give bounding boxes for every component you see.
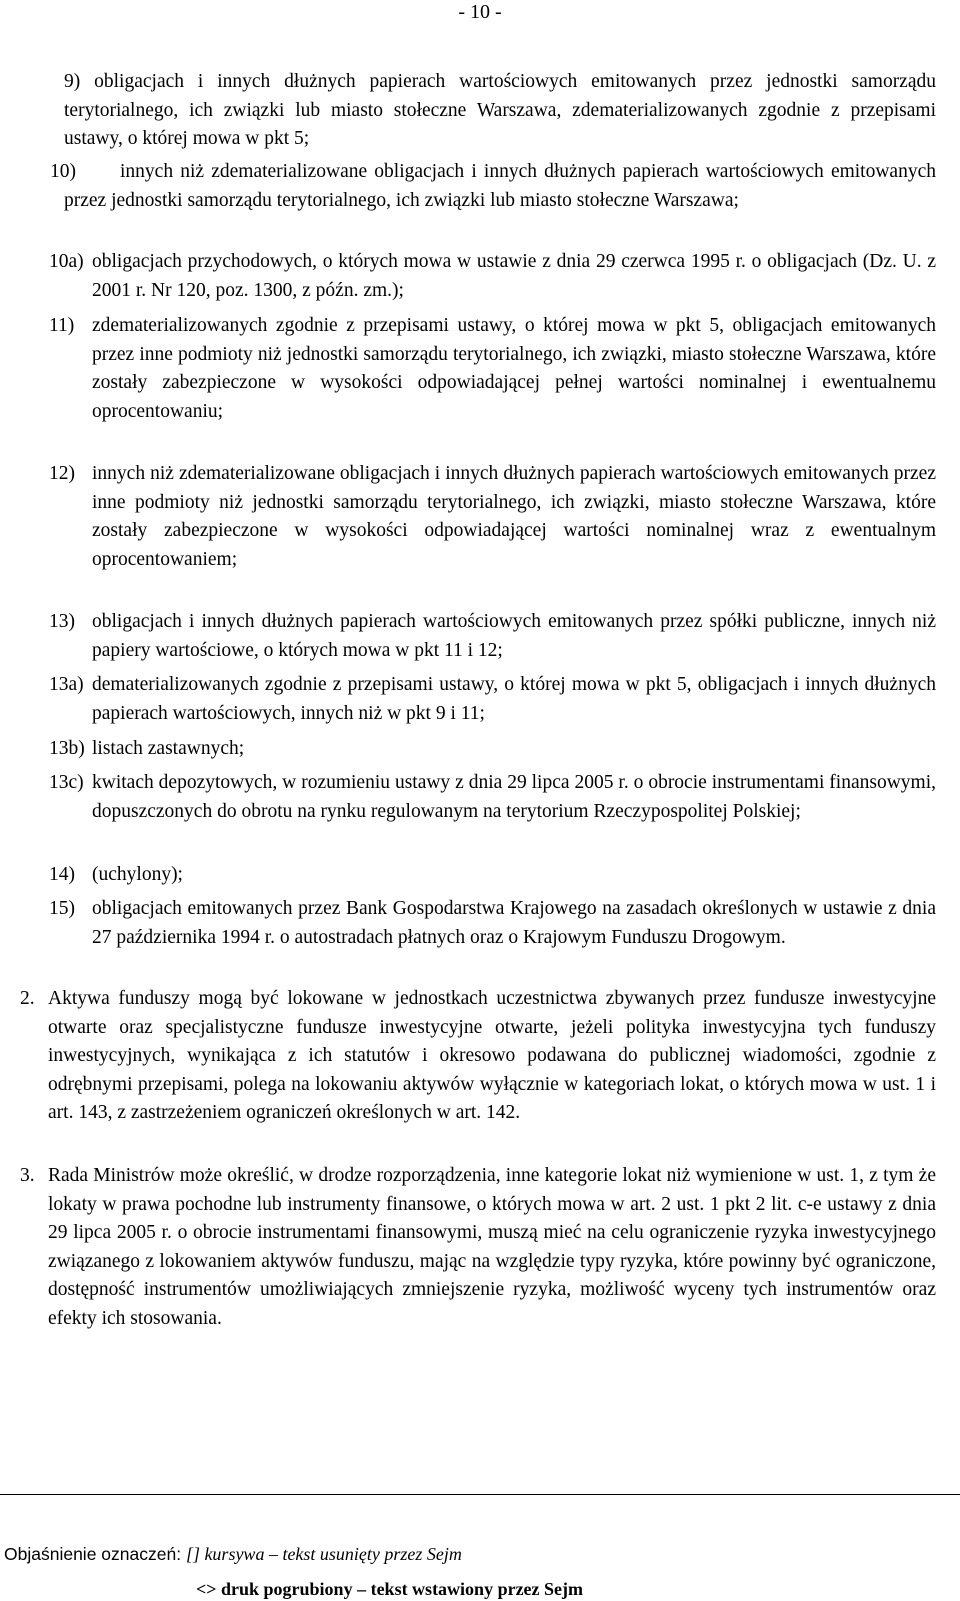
- list-item-body: innych niż zdematerializowane obligacjach i innych dłużnych papierach wartościowych emitowanych przez inne podmioty niż jednostki samorządu terytorialnego, ich związki, miasto stołeczne Warszawa, które zostały zabezpieczone w wysokości odpowiadającej wartości nominalnej wraz z ewentualnym oprocentowaniem;: [92, 463, 936, 570]
- list-item-number: 13c): [49, 772, 84, 793]
- list-item-11: [49, 312, 936, 426]
- list-item-body: kwitach depozytowych, w rozumieniu ustawy z dnia 29 lipca 2005 r. o obrocie instrumentami finansowymi, dopuszczonych do obrotu na rynku regulowanym na terytorium Rzeczypospolitej Polskiej;: [92, 772, 936, 822]
- list-item-10a: [49, 248, 936, 305]
- legend-label: Objaśnienie oznaczeń:: [4, 1544, 182, 1564]
- list-item-body: dematerializowanych zgodnie z przepisami ustawy, o której mowa w pkt 5, obligacjach i innych dłużnych papierach wartościowych, innych niż w pkt 9 i 11;: [92, 674, 936, 724]
- list-item-13: [49, 608, 936, 665]
- list-item-body: (uchylony);: [92, 864, 183, 885]
- list-item-number: 9): [64, 71, 81, 92]
- paragraph-body: Aktywa funduszy mogą być lokowane w jednostkach uczestnictwa zbywanych przez fundusze inwestycyjne otwarte oraz specjalistyczne fundusze inwestycyjne otwarte, jeżeli polityka inwestycyjna tych funduszy inwestycyjnych, wynikająca z ich statutów i okresowo podawana do publicznej wiadomości, zgodnie z odrębnymi przepisami, polega na lokowaniu aktywów wyłącznie w kategoriach lokat, o których mowa w ust. 1 i art. 143, z zastrzeżeniem ograniczeń określonych w art. 142.: [48, 988, 936, 1124]
- list-item-number: 13b): [49, 738, 85, 759]
- paragraph-number: 3.: [20, 1165, 35, 1186]
- list-item-number: 11): [49, 315, 75, 336]
- list-item-13c: [49, 769, 936, 826]
- footer-divider: [0, 1494, 960, 1495]
- list-item-body: obligacjach przychodowych, o których mowa w ustawie z dnia 29 czerwca 1995 r. o obligacjach (Dz. U. z 2001 r. Nr 120, poz. 1300, z późn. zm.);: [92, 251, 936, 301]
- legend-italic-text: [] kursywa – tekst usunięty przez Sejm: [185, 1544, 462, 1564]
- list-item-12: [49, 460, 936, 574]
- page-number: - 10 -: [458, 1, 502, 23]
- list-item-number: 13): [49, 611, 75, 632]
- list-item-14: [49, 861, 936, 890]
- paragraph-3: [20, 1162, 936, 1334]
- list-item-number: 15): [49, 898, 75, 919]
- paragraph-2: [20, 985, 936, 1128]
- legend-line-1: [4, 1543, 462, 1565]
- list-item-body: obligacjach i innych dłużnych papierach wartościowych emitowanych przez spółki publiczne, innych niż papiery wartościowe, o których mowa w pkt 11 i 12;: [92, 611, 936, 661]
- list-item-body: listach zastawnych;: [92, 738, 245, 759]
- list-item-number: 14): [49, 864, 75, 885]
- list-item-body: [64, 158, 936, 215]
- list-item-body: obligacjach emitowanych przez Bank Gospodarstwa Krajowego na zasadach określonych w ustawie z dnia 27 października 1994 r. o autostradach płatnych oraz o Krajowym Funduszu Drogowym.: [92, 898, 936, 948]
- list-item-13a: [49, 671, 936, 728]
- list-item-body: obligacjach i innych dłużnych papierach wartościowych emitowanych przez jednostki samorządu terytorialnego, ich związki lub miasto stołeczne Warszawa, zdematerializowanych zgodnie z przepisami ustawy, o której mowa w pkt 5;: [64, 71, 936, 150]
- list-item-15: [49, 895, 936, 952]
- list-item-13b: [49, 735, 936, 764]
- list-item-10: [50, 158, 936, 215]
- paragraph-body: Rada Ministrów może określić, w drodze rozporządzenia, inne kategorie lokat niż wymienione w ust. 1, z tym że lokaty w prawa pochodne lub instrumenty finansowe, o których mowa w art. 2 ust. 1 pkt 2 lit. c-e ustawy z dnia 29 lipca 2005 r. o obrocie instrumentami finansowymi, muszą mieć na celu ograniczenie ryzyka inwestycyjnego związanego z lokowaniem aktywów funduszu, mając na względzie typy ryzyka, które powinny być ograniczone, dostępność instrumentów umożliwiających zmniejszenie ryzyka, możliwość wyceny tych instrumentów oraz efekty ich stosowania.: [48, 1165, 936, 1329]
- list-item-text: innych niż zdematerializowane obligacjach i innych dłużnych papierach wartościowych emitowanych przez jednostki samorządu terytorialnego, ich związki lub miasto stołeczne Warszawa;: [64, 161, 936, 211]
- legend-bold-text: <> druk pogrubiony – tekst wstawiony przez Sejm: [196, 1579, 584, 1599]
- list-item-text: [64, 68, 936, 154]
- list-item-number: 12): [49, 463, 75, 484]
- list-item-body: zdematerializowanych zgodnie z przepisami ustawy, o której mowa w pkt 5, obligacjach emitowanych przez inne podmioty niż jednostki samorządu terytorialnego, ich związki, miasto stołeczne Warszawa, które zostały zabezpieczone w wysokości odpowiadającej pełnej wartości nominalnej i ewentualnemu oprocentowaniu;: [92, 315, 936, 422]
- paragraph-number: 2.: [20, 988, 35, 1009]
- list-item-number: 10): [50, 161, 76, 182]
- list-item-9: [64, 68, 936, 154]
- list-item-number: 13a): [49, 674, 84, 695]
- list-item-number: 10a): [49, 251, 84, 272]
